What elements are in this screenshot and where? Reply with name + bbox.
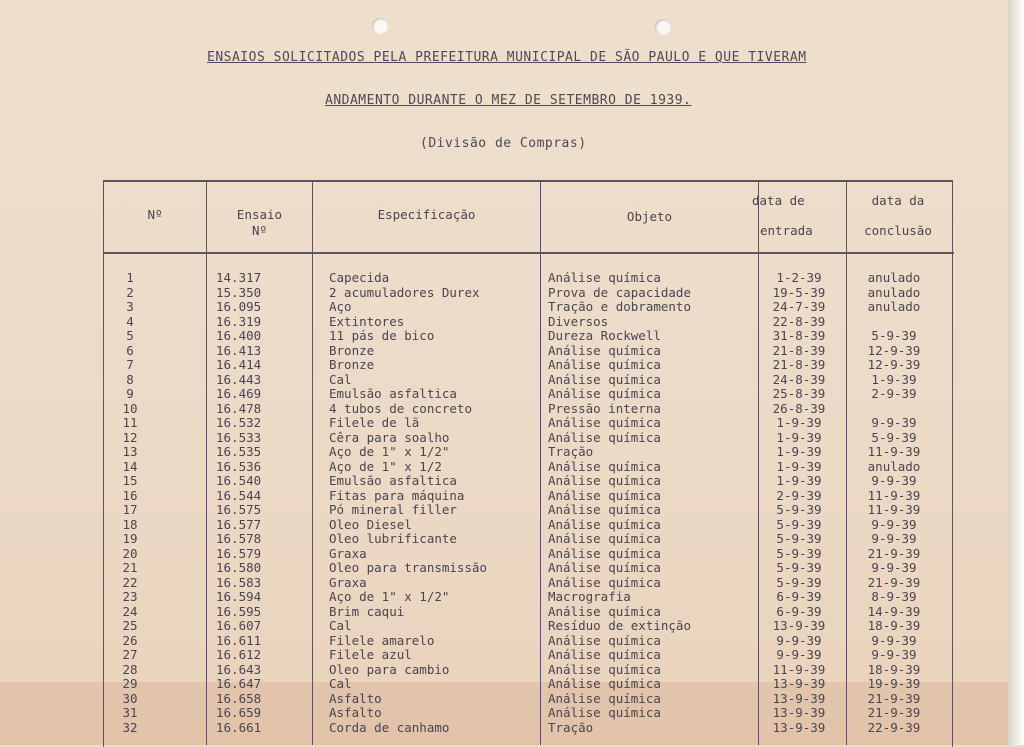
header-conclusao-line2: conclusão: [864, 223, 932, 238]
row-number: 24: [122, 603, 138, 619]
row-especificacao: 2 acumuladores Durex: [329, 284, 480, 300]
row-number: 7: [126, 357, 134, 372]
row-ensaio: 16.544: [216, 487, 262, 503]
row-especificacao: Filele amarelo: [329, 632, 435, 648]
row-especificacao: 11 pás de bico: [329, 328, 435, 343]
row-number: 25: [122, 618, 138, 633]
row-ensaio: 16.611: [216, 632, 262, 648]
row-ensaio: 16.443: [216, 371, 262, 387]
row-objeto: Análise química: [548, 429, 661, 445]
row-data-conclusao: 8-9-39: [871, 589, 917, 604]
row-especificacao: Cal: [329, 676, 352, 691]
row-especificacao: Graxa: [329, 545, 367, 561]
row-data-conclusao: anulado: [867, 270, 921, 285]
row-data-conclusao: 9-9-39: [871, 560, 917, 575]
row-data-conclusao: 9-9-39: [871, 473, 917, 488]
row-data-conclusao: 9-9-39: [871, 647, 917, 662]
row-data-entrada: 1-9-39: [776, 415, 822, 430]
row-objeto: Análise química: [548, 690, 661, 706]
row-data-entrada: 21-8-39: [772, 357, 826, 372]
row-objeto: Análise química: [548, 458, 661, 474]
row-number: 20: [122, 545, 138, 561]
header-ensaio-line1: Ensaio: [236, 207, 283, 222]
header-ensaio-line2: Nº: [251, 223, 268, 238]
row-data-entrada: 1-2-39: [776, 270, 822, 285]
row-data-conclusao: 5-9-39: [871, 328, 917, 343]
table-row: [0, 315, 1008, 330]
row-especificacao: Asfalto: [329, 705, 382, 720]
row-especificacao: Asfalto: [329, 690, 382, 706]
table-row: [0, 692, 1008, 707]
row-objeto: Análise química: [548, 574, 661, 590]
row-number: 1: [126, 270, 134, 285]
row-especificacao: Aço de 1" x 1/2": [329, 444, 450, 459]
table-row: [0, 271, 1008, 286]
punch-hole: [372, 18, 388, 34]
row-number: 22: [122, 574, 138, 590]
row-number: 16: [122, 487, 138, 503]
row-especificacao: Brim caqui: [329, 603, 405, 619]
row-especificacao: Cêra para soalho: [329, 429, 450, 445]
table-row: [0, 402, 1008, 417]
row-ensaio: 16.659: [216, 705, 262, 720]
scan-edge: [1008, 0, 1024, 745]
row-data-entrada: 24-8-39: [772, 371, 826, 387]
row-ensaio: 16.478: [216, 400, 262, 416]
row-objeto: Dureza Rockwell: [548, 328, 661, 343]
row-data-entrada: 25-8-39: [772, 386, 826, 401]
row-number: 10: [122, 400, 138, 416]
row-especificacao: Aço: [329, 299, 352, 314]
row-data-entrada: 13-9-39: [772, 676, 826, 691]
row-data-entrada: 19-5-39: [772, 284, 826, 300]
row-data-conclusao: 11-9-39: [867, 502, 921, 517]
row-number: 4: [126, 313, 134, 329]
row-ensaio: 16.540: [216, 473, 262, 488]
row-ensaio: 16.612: [216, 647, 262, 662]
row-especificacao: Cal: [329, 618, 352, 633]
header-objeto: Objeto: [626, 209, 673, 224]
table-row: [0, 329, 1008, 344]
row-objeto: Análise química: [548, 487, 661, 503]
row-especificacao: Bronze: [329, 342, 375, 358]
table-row: [0, 706, 1008, 721]
row-data-entrada: 5-9-39: [776, 545, 822, 561]
row-number: 8: [126, 371, 134, 387]
row-data-entrada: 13-9-39: [772, 618, 826, 633]
header-ensaio: [207, 207, 312, 239]
document-title-line1: ENSAIOS SOLICITADOS PELA PREFEITURA MUNICIPAL DE SÃO PAULO E QUE TIVERAM: [207, 50, 807, 65]
row-especificacao: Emulsão asfaltica: [329, 473, 457, 488]
row-ensaio: 16.595: [216, 603, 262, 619]
table-row: [0, 387, 1008, 402]
row-ensaio: 16.577: [216, 516, 262, 532]
table-row: [0, 605, 1008, 620]
table-row: [0, 561, 1008, 576]
row-especificacao: Oleo para transmissão: [329, 560, 488, 575]
row-ensaio: 16.594: [216, 589, 262, 604]
table-row: [0, 460, 1008, 475]
header-rule: [103, 252, 954, 254]
row-data-entrada: 6-9-39: [776, 603, 822, 619]
row-data-conclusao: 18-9-39: [867, 661, 921, 677]
row-data-conclusao: 9-9-39: [871, 415, 917, 430]
row-objeto: Análise química: [548, 560, 661, 575]
row-data-conclusao: 22-9-39: [867, 719, 921, 735]
row-objeto: Pressão interna: [548, 400, 661, 416]
table-row: [0, 474, 1008, 489]
row-objeto: Análise química: [548, 545, 661, 561]
row-data-entrada: 5-9-39: [776, 574, 822, 590]
row-objeto: Análise química: [548, 516, 661, 532]
row-number: 18: [122, 516, 138, 532]
row-especificacao: Oleo para cambio: [329, 661, 450, 677]
row-objeto: Tração: [548, 719, 594, 735]
row-data-entrada: 21-8-39: [772, 342, 826, 358]
row-objeto: Tração e dobramento: [548, 299, 691, 314]
row-objeto: Análise química: [548, 415, 661, 430]
row-ensaio: 16.535: [216, 444, 262, 459]
table-row: [0, 590, 1008, 605]
punch-hole: [655, 19, 671, 35]
row-ensaio: 14.317: [216, 270, 262, 285]
table-row: [0, 663, 1008, 678]
row-objeto: Resíduo de extinção: [548, 618, 691, 633]
header-entrada-line2: entrada: [760, 223, 813, 238]
row-number: 17: [122, 502, 138, 517]
row-number: 11: [122, 415, 138, 430]
row-objeto: Análise química: [548, 502, 661, 517]
row-ensaio: 16.469: [216, 386, 262, 401]
row-data-entrada: 1-9-39: [776, 458, 822, 474]
row-number: 27: [122, 647, 138, 662]
row-especificacao: Filele de lã: [329, 415, 420, 430]
table-row: [0, 648, 1008, 663]
row-objeto: Tração: [548, 444, 594, 459]
row-number: 32: [122, 719, 138, 735]
table-row: [0, 358, 1008, 373]
header-conclusao-line1: data da: [871, 193, 925, 208]
table-row: [0, 300, 1008, 315]
table-body: [0, 271, 1008, 735]
row-objeto: Análise química: [548, 357, 661, 372]
row-objeto: Análise química: [548, 531, 661, 546]
row-data-entrada: 5-9-39: [776, 531, 822, 546]
row-ensaio: 16.533: [216, 429, 262, 445]
row-especificacao: Corda de canhamo: [329, 719, 450, 735]
row-data-conclusao: 9-9-39: [871, 632, 917, 648]
row-objeto: Diversos: [548, 313, 609, 329]
row-data-conclusao: 2-9-39: [871, 386, 917, 401]
row-data-conclusao: 14-9-39: [867, 603, 921, 619]
row-data-entrada: 5-9-39: [776, 560, 822, 575]
row-data-conclusao: anulado: [867, 299, 921, 314]
row-number: 29: [122, 676, 138, 691]
table-row: [0, 431, 1008, 446]
row-ensaio: 16.607: [216, 618, 262, 633]
table-row: [0, 445, 1008, 460]
row-ensaio: 15.350: [216, 284, 262, 300]
row-ensaio: 16.319: [216, 313, 262, 329]
row-number: 6: [126, 342, 134, 358]
row-especificacao: Cal: [329, 371, 352, 387]
row-ensaio: 16.580: [216, 560, 262, 575]
table-row: [0, 503, 1008, 518]
row-ensaio: 16.413: [216, 342, 262, 358]
row-objeto: Análise química: [548, 603, 661, 619]
row-number: 19: [122, 531, 138, 546]
table-row: [0, 576, 1008, 591]
row-number: 23: [122, 589, 138, 604]
row-data-entrada: 9-9-39: [776, 647, 822, 662]
row-data-conclusao: anulado: [867, 284, 921, 300]
row-data-entrada: 31-8-39: [772, 328, 826, 343]
row-data-conclusao: 18-9-39: [867, 618, 921, 633]
row-ensaio: 16.414: [216, 357, 262, 372]
row-ensaio: 16.661: [216, 719, 262, 735]
row-especificacao: Extintores: [329, 313, 405, 329]
document-subtitle: (Divisão de Compras): [420, 136, 587, 151]
row-objeto: Análise química: [548, 386, 661, 401]
row-data-conclusao: 21-9-39: [867, 574, 921, 590]
row-data-entrada: 13-9-39: [772, 705, 826, 720]
header-numero: Nº: [147, 207, 163, 222]
row-data-conclusao: 21-9-39: [867, 690, 921, 706]
row-number: 5: [126, 328, 134, 343]
row-number: 28: [122, 661, 138, 677]
row-objeto: Análise química: [548, 371, 661, 387]
row-objeto: Análise química: [548, 473, 661, 488]
row-objeto: Análise química: [548, 676, 661, 691]
row-data-conclusao: 9-9-39: [871, 531, 917, 546]
row-objeto: Prova de capacidade: [548, 284, 691, 300]
row-number: 13: [122, 444, 138, 459]
row-data-entrada: 1-9-39: [776, 444, 822, 459]
row-especificacao: Aço de 1" x 1/2": [329, 589, 450, 604]
row-data-conclusao: 21-9-39: [867, 545, 921, 561]
row-data-entrada: 2-9-39: [776, 487, 822, 503]
row-objeto: Análise química: [548, 705, 661, 720]
row-especificacao: Oleo lubrificante: [329, 531, 457, 546]
table-row: [0, 416, 1008, 431]
row-objeto: Macrografia: [548, 589, 631, 604]
row-especificacao: Bronze: [329, 357, 375, 372]
row-data-conclusao: 11-9-39: [867, 444, 921, 459]
table-row: [0, 518, 1008, 533]
row-data-conclusao: 1-9-39: [871, 371, 917, 387]
row-objeto: Análise química: [548, 342, 661, 358]
table-row: [0, 619, 1008, 634]
row-number: 15: [122, 473, 138, 488]
row-especificacao: Emulsão asfaltica: [329, 386, 457, 401]
row-data-conclusao: 9-9-39: [871, 516, 917, 532]
row-data-entrada: 24-7-39: [772, 299, 826, 314]
document-title-line2: ANDAMENTO DURANTE O MEZ DE SETEMBRO DE 1939.: [325, 93, 692, 108]
row-ensaio: 16.400: [216, 328, 262, 343]
row-number: 2: [126, 284, 134, 300]
row-data-conclusao: 19-9-39: [867, 676, 921, 691]
row-number: 3: [126, 299, 134, 314]
row-data-entrada: 22-8-39: [772, 313, 826, 329]
table-row: [0, 532, 1008, 547]
row-especificacao: Graxa: [329, 574, 367, 590]
row-especificacao: Pó mineral filler: [329, 502, 457, 517]
row-objeto: Análise química: [548, 647, 661, 662]
table-row: [0, 634, 1008, 649]
row-especificacao: Aço de 1" x 1/2: [329, 458, 442, 474]
row-data-conclusao: 21-9-39: [867, 705, 921, 720]
row-ensaio: 16.643: [216, 661, 262, 677]
table-row: [0, 286, 1008, 301]
header-especificacao: Especificação: [377, 207, 476, 222]
row-number: 9: [126, 386, 134, 401]
row-ensaio: 16.536: [216, 458, 262, 474]
row-data-conclusao: 5-9-39: [871, 429, 917, 445]
row-data-entrada: 5-9-39: [776, 516, 822, 532]
row-number: 12: [122, 429, 138, 445]
row-objeto: Análise química: [548, 661, 661, 677]
row-number: 30: [122, 690, 138, 706]
row-data-conclusao: anulado: [867, 458, 921, 474]
row-data-entrada: 1-9-39: [776, 473, 822, 488]
row-number: 14: [122, 458, 138, 474]
row-data-entrada: 9-9-39: [776, 632, 822, 648]
row-especificacao: 4 tubos de concreto: [329, 400, 472, 416]
row-data-entrada: 11-9-39: [772, 661, 826, 677]
row-number: 31: [122, 705, 138, 720]
row-ensaio: 16.647: [216, 676, 262, 691]
table-row: [0, 721, 1008, 736]
table-row: [0, 489, 1008, 504]
row-ensaio: 16.583: [216, 574, 262, 590]
row-data-entrada: 13-9-39: [772, 690, 826, 706]
row-data-entrada: 5-9-39: [776, 502, 822, 517]
row-objeto: Análise química: [548, 632, 661, 648]
row-data-conclusao: 12-9-39: [867, 357, 921, 372]
row-especificacao: Filele azul: [329, 647, 412, 662]
table-row: [0, 344, 1008, 359]
row-number: 21: [122, 560, 138, 575]
row-especificacao: Oleo Diesel: [329, 516, 412, 532]
row-ensaio: 16.658: [216, 690, 262, 706]
row-data-entrada: 26-8-39: [772, 400, 826, 416]
row-ensaio: 16.579: [216, 545, 262, 561]
row-especificacao: Fitas para máquina: [329, 487, 465, 503]
row-data-entrada: 6-9-39: [776, 589, 822, 604]
row-especificacao: Capecida: [329, 270, 390, 285]
header-entrada-line1: data de: [752, 193, 805, 208]
table-row: [0, 677, 1008, 692]
row-data-conclusao: 12-9-39: [867, 342, 921, 358]
row-data-conclusao: 11-9-39: [867, 487, 921, 503]
table-row: [0, 547, 1008, 562]
row-data-entrada: 1-9-39: [776, 429, 822, 445]
row-ensaio: 16.532: [216, 415, 262, 430]
table-row: [0, 373, 1008, 388]
row-number: 26: [122, 632, 138, 648]
row-data-entrada: 13-9-39: [772, 719, 826, 735]
row-ensaio: 16.575: [216, 502, 262, 517]
row-objeto: Análise química: [548, 270, 661, 285]
row-ensaio: 16.578: [216, 531, 262, 546]
row-ensaio: 16.095: [216, 299, 262, 314]
